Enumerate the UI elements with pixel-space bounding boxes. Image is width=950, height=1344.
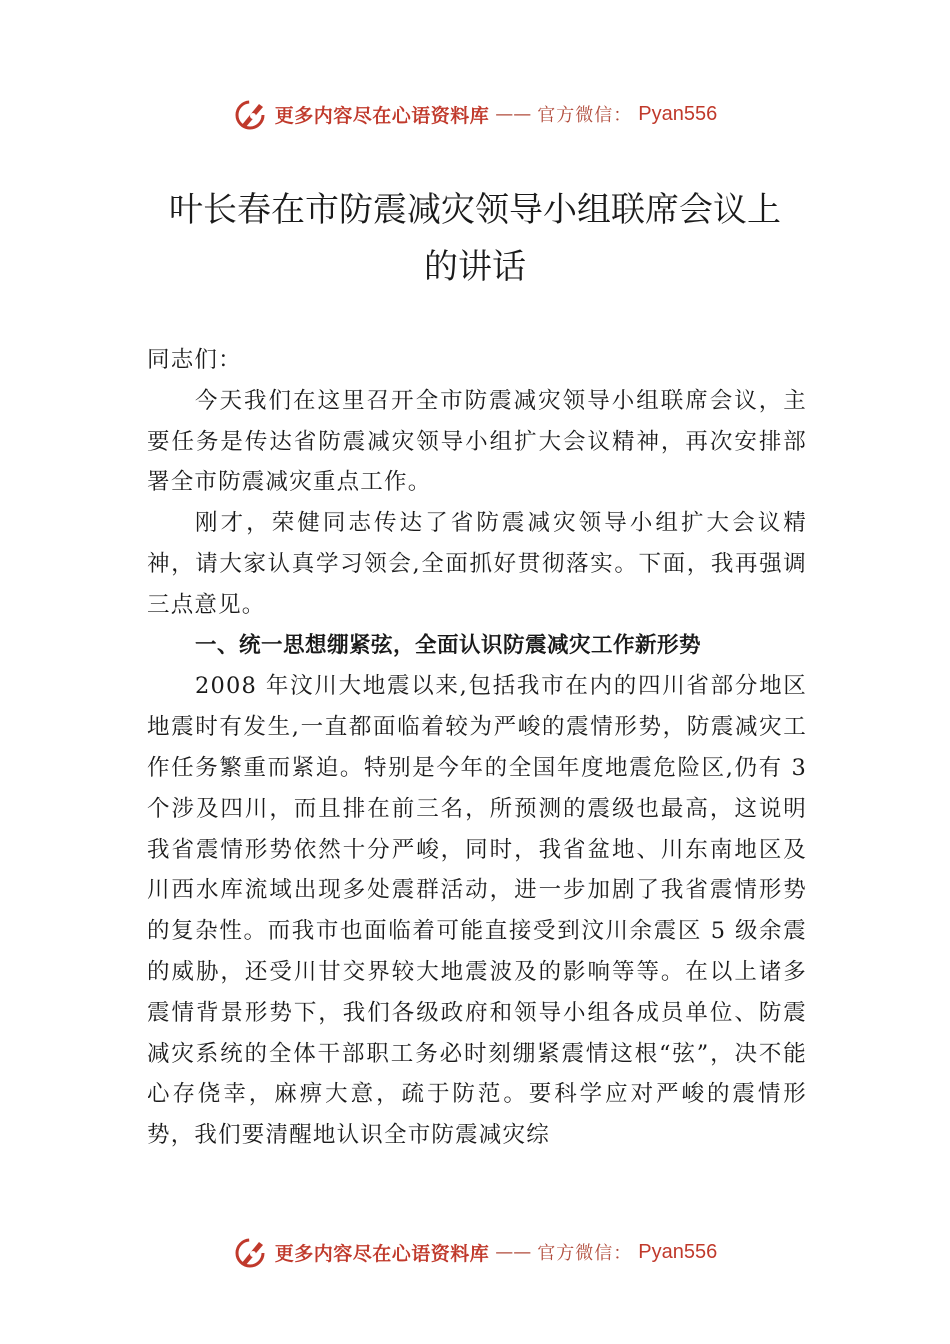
footer-banner: [0, 1230, 950, 1274]
brush-logo-icon: [233, 96, 269, 132]
brush-logo-icon: [233, 1234, 269, 1270]
salutation: 同志们：: [147, 347, 242, 373]
banner-dash: ——: [495, 103, 532, 125]
banner-label: 官方微信：: [537, 105, 633, 126]
banner-dash: ——: [495, 1241, 532, 1263]
paragraph-2: 刚才，荣健同志传达了省防震减灾领导小组扩大会议精神，请大家认真学习领会,全面抓好贯彻落实。下面，我再强调三点意见。: [147, 510, 807, 618]
header-banner: [0, 92, 950, 136]
paragraph-3: 2008 年汶川大地震以来,包括我市在内的四川省部分地区地震时有发生,一直都面临着较为严峻的震情形势，防震减灾工作任务繁重而紧迫。特别是今年的全国年度地震危险区,仍有 3 个涉及四川，而且排在前三名，所预测的震级也最高，这说明我省震情形势依然十分严峻，同时，我省盆地、川东南地区及川西水库流域出现多处震群活动，进一步加剧了我省震情形势的复杂性。而我市也面临着可能直接受到汶川余震区 5 级余震的威胁，还受川甘交界较大地震波及的影响等等。在以上诸多震情背景形势下，我们各级政府和领导小组各成员单位、防震减灾系统的全体干部职工务必时刻绷紧震情这根“弦”，决不能心存侥幸，麻痹大意，疏于防范。要科学应对严峻的震情形势，我们要清醒地认识全市防震减灾综: [147, 673, 807, 1149]
paragraph-1: 今天我们在这里召开全市防震减灾领导小组联席会议，主要任务是传达省防震减灾领导小组扩大会议精神，再次安排部署全市防震减灾重点工作。: [147, 387, 807, 496]
document-title: [140, 182, 810, 296]
document-body: [147, 340, 807, 1156]
title-line-1: 叶长春在市防震减灾领导小组联席会议上: [169, 190, 781, 230]
banner-main-text: 更多内容尽在心语资料库: [274, 104, 490, 127]
banner-wechat-id: Pyan556: [638, 1240, 718, 1263]
section-heading-1: 一、统一思想绷紧弦，全面认识防震减灾工作新形势: [195, 632, 702, 658]
banner-wechat-id: Pyan556: [638, 102, 718, 125]
banner-label: 官方微信：: [537, 1243, 633, 1264]
title-line-2: 的讲话: [424, 247, 526, 287]
banner-main-text: 更多内容尽在心语资料库: [274, 1242, 490, 1265]
